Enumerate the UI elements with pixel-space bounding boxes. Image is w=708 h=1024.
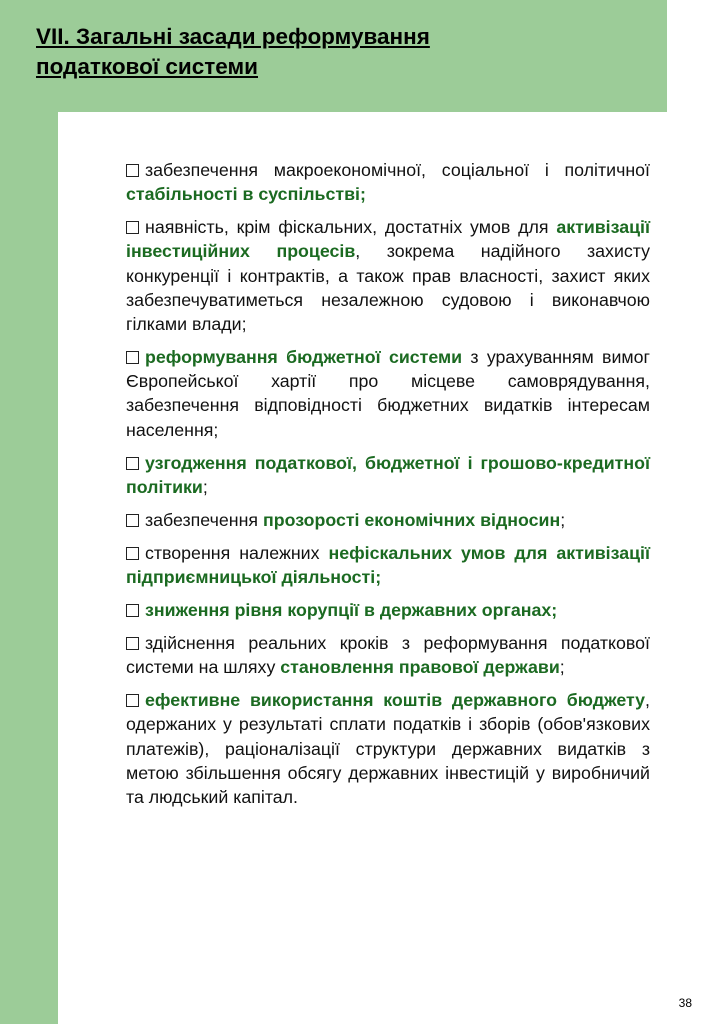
highlighted-text: реформування бюджетної системи: [145, 347, 463, 368]
item-text: здійснення реальних кроків з реформування податкової системи на шляху: [126, 633, 650, 678]
list-item: [126, 508, 650, 532]
item-text: ;: [560, 509, 566, 530]
list-item: [126, 598, 650, 622]
list-item: [126, 541, 650, 589]
item-text: , одержаних у результаті сплати податків і зборів (обов'язкових платежів), раціоналізації структури державних видатків з метою збільшення обсягу державних інвестицій у виробничий та людський капітал.: [126, 690, 650, 808]
checkbox-bullet-icon: [126, 694, 139, 707]
item-text: ;: [559, 657, 565, 678]
item-text: ;: [202, 476, 208, 497]
title-line-1: VII. Загальні засади реформування: [36, 24, 430, 49]
highlighted-text: ефективне використання коштів державного бюджету: [145, 690, 646, 711]
list-item: [126, 345, 650, 442]
item-text: наявність, крім фіскальних, достатніх умов для: [145, 217, 557, 238]
item-text: , зокрема надійного захисту конкуренції і контрактів, а також прав власності, захист яких забезпечуватиметься незалежною судовою і виконавчою гілками влади;: [126, 241, 650, 335]
highlighted-text: прозорості економічних відносин: [262, 509, 561, 530]
highlighted-text: узгодження податкової, бюджетної і грошово-кредитної політики: [126, 452, 650, 497]
checkbox-bullet-icon: [126, 164, 139, 177]
checkbox-bullet-icon: [126, 604, 139, 617]
bullet-list: [126, 158, 650, 818]
highlighted-text: зниження рівня корупції в державних органах;: [145, 600, 558, 621]
list-item: [126, 688, 650, 809]
checkbox-bullet-icon: [126, 514, 139, 527]
list-item: [126, 631, 650, 679]
title-line-2: податкової системи: [36, 54, 258, 79]
side-band: [0, 0, 58, 1024]
checkbox-bullet-icon: [126, 547, 139, 560]
list-item: [126, 215, 650, 336]
item-text: забезпечення: [145, 509, 263, 530]
list-item: [126, 451, 650, 499]
highlighted-text: нефіскальних умов для активізації підприємницької діяльності;: [126, 542, 650, 588]
checkbox-bullet-icon: [126, 637, 139, 650]
highlighted-text: активізації інвестиційних процесів: [126, 217, 650, 262]
checkbox-bullet-icon: [126, 221, 139, 234]
highlighted-text: стабільності в суспільстві;: [126, 184, 366, 205]
page-title: [36, 22, 636, 82]
item-text: забезпечення макроекономічної, соціальної і політичної: [145, 160, 650, 180]
checkbox-bullet-icon: [126, 457, 139, 470]
highlighted-text: становлення правової держави: [280, 657, 560, 678]
item-text: з урахуванням вимог Європейської хартії про місцеве самоврядування, забезпечення відповідності бюджетних видатків інтересам населення;: [126, 347, 650, 440]
item-text: створення належних: [145, 542, 329, 563]
checkbox-bullet-icon: [126, 351, 139, 364]
list-item: [126, 158, 650, 206]
page-number: 38: [678, 996, 692, 1010]
